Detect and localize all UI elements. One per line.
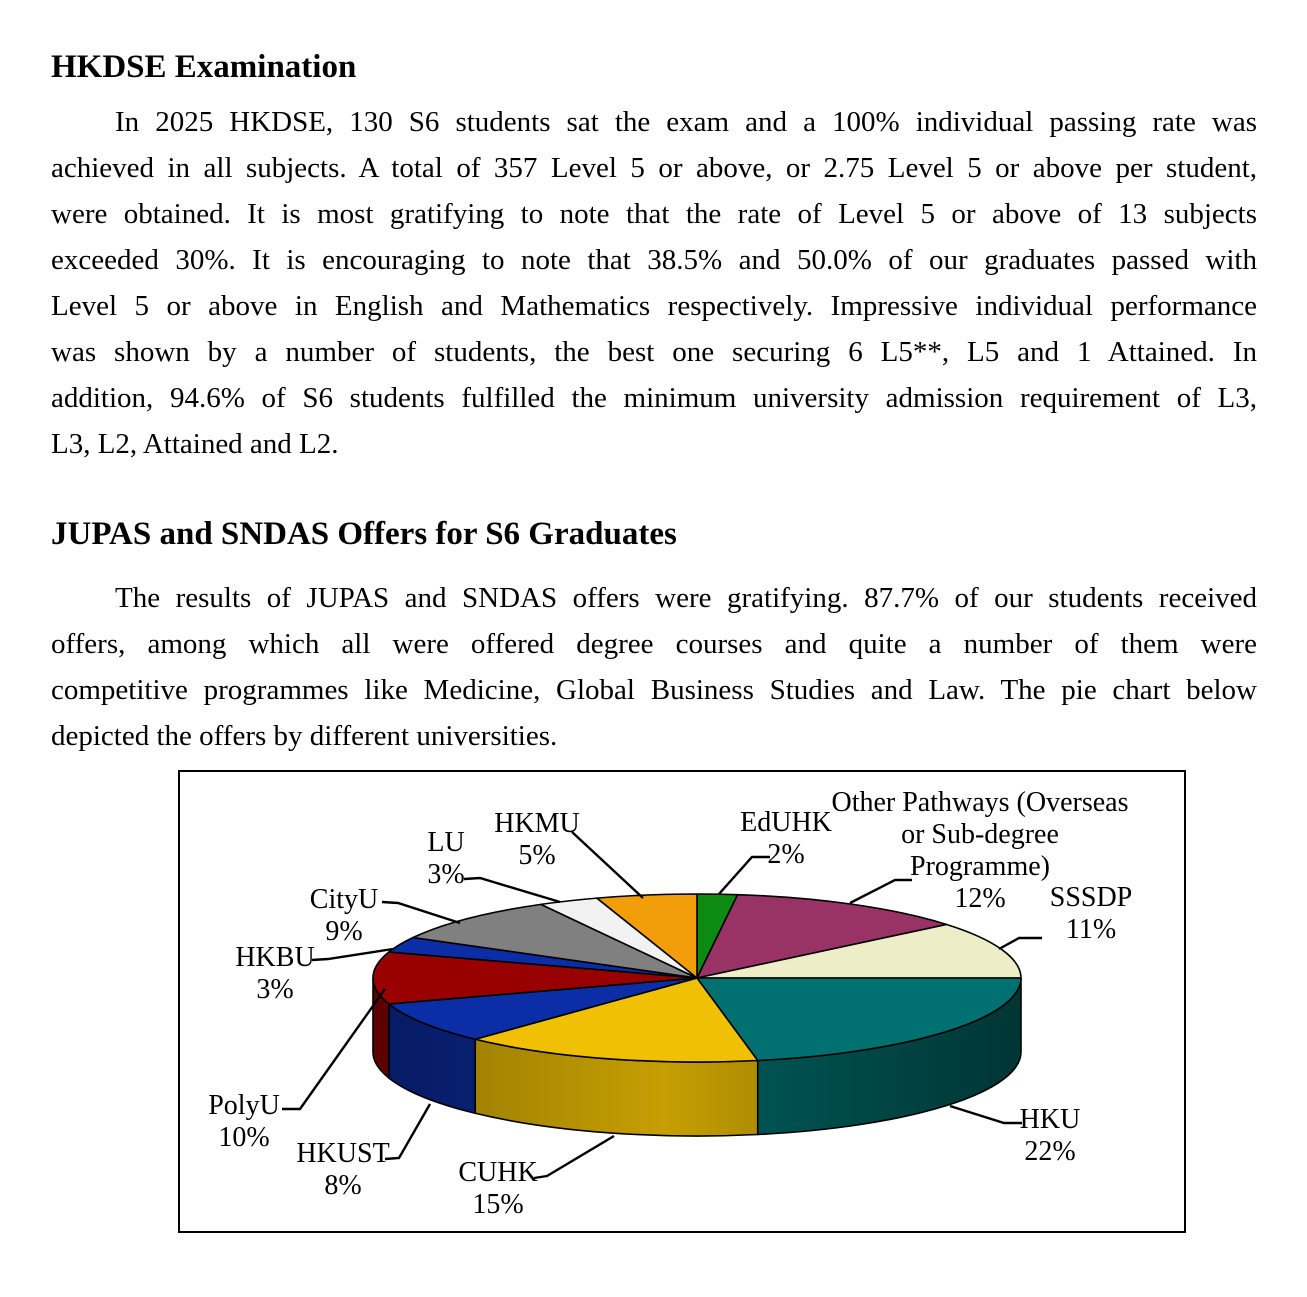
pie-label-text: LU (427, 827, 465, 858)
pie-label-text: PolyU (208, 1090, 280, 1121)
text-line: competitive programmes like Medicine, Global Business Studies and Law. The pie chart below (51, 674, 1257, 706)
text-line: In 2025 HKDSE, 130 S6 students sat the exam and a 100% individual passing rate was (115, 106, 1257, 138)
pie-label-text: CityU (309, 884, 379, 915)
pie-label-percent: 11% (1065, 914, 1117, 945)
pie-label-text: HKMU (494, 808, 580, 839)
pie-label-hkbu (235, 942, 314, 1006)
pie-label-text: CUHK (458, 1157, 538, 1188)
pie-label-percent: 9% (325, 916, 363, 947)
pie-label-hkust (296, 1138, 389, 1202)
heading-jupas-sndas-offers: JUPAS and SNDAS Offers for S6 Graduates (51, 516, 677, 552)
pie-label-percent: 10% (218, 1122, 270, 1153)
text-line: were obtained. It is most gratifying to note that the rate of Level 5 or above of 13 subjects (51, 198, 1257, 230)
leader-line-polyu (282, 989, 385, 1109)
pie-label-lu (427, 827, 464, 891)
pie-label-percent: 12% (954, 883, 1006, 914)
leader-line-cuhk (534, 1136, 614, 1178)
pie-label-hkmu (494, 808, 580, 872)
pie-label-eduhk (740, 807, 832, 871)
leader-line-hkust (385, 1104, 430, 1159)
pie-label-text: SSSDP (1049, 882, 1133, 913)
pie-label-percent: 3% (427, 859, 465, 890)
pie-label-text: HKU (1019, 1104, 1081, 1135)
pie-label-text: HKUST (296, 1138, 390, 1169)
pie-label-text: Programme) (910, 851, 1050, 882)
pie-label-text: HKBU (235, 942, 315, 973)
pie-label-text: Other Pathways (Overseas (831, 787, 1129, 818)
leader-line-lu (464, 878, 560, 902)
pie-label-cuhk (458, 1157, 537, 1221)
pie-label-text: EdUHK (740, 807, 832, 838)
leader-line-cityu (382, 902, 460, 923)
pie-label-text: or Sub-degree (901, 819, 1059, 850)
pie-label-hku (1020, 1104, 1081, 1168)
pie-chart-frame (178, 770, 1186, 1233)
leader-line-hkmu (572, 832, 643, 898)
text-line: exceeded 30%. It is encouraging to note that 38.5% and 50.0% of our graduates passed with (51, 244, 1257, 276)
pie-label-percent: 8% (324, 1170, 362, 1201)
text-line: Level 5 or above in English and Mathematics respectively. Impressive individual performance (51, 290, 1257, 322)
text-line: L3, L2, Attained and L2. (51, 428, 339, 460)
pie-label-percent: 2% (767, 839, 805, 870)
pie-label-sssdp (1050, 882, 1133, 946)
heading-hkdse-examination: HKDSE Examination (51, 49, 357, 85)
leader-line-hkbu (312, 949, 393, 960)
text-line: was shown by a number of students, the best one securing 6 L5**, L5 and 1 Attained. In (51, 336, 1257, 368)
text-line: depicted the offers by different universities. (51, 720, 558, 752)
pie-label-percent: 3% (256, 974, 294, 1005)
paragraph-jupas (51, 575, 1257, 759)
text-line: addition, 94.6% of S6 students fulfilled the minimum university admission requirement of L3, (51, 382, 1257, 414)
pie-label-percent: 15% (472, 1189, 524, 1220)
leader-line-hku (950, 1106, 1022, 1123)
text-line: The results of JUPAS and SNDAS offers were gratifying. 87.7% of our students received (115, 582, 1257, 614)
pie-label-cityu (310, 884, 378, 948)
paragraph-hkdse (51, 99, 1257, 467)
text-line: offers, among which all were offered degree courses and quite a number of them were (51, 628, 1257, 660)
pie-label-polyu (208, 1090, 280, 1154)
pie-label-percent: 5% (518, 840, 556, 871)
text-line: achieved in all subjects. A total of 357 Level 5 or above, or 2.75 Level 5 or above per student, (51, 152, 1257, 184)
leader-line-sssdp (999, 938, 1042, 949)
pie-label-percent: 22% (1024, 1136, 1076, 1167)
